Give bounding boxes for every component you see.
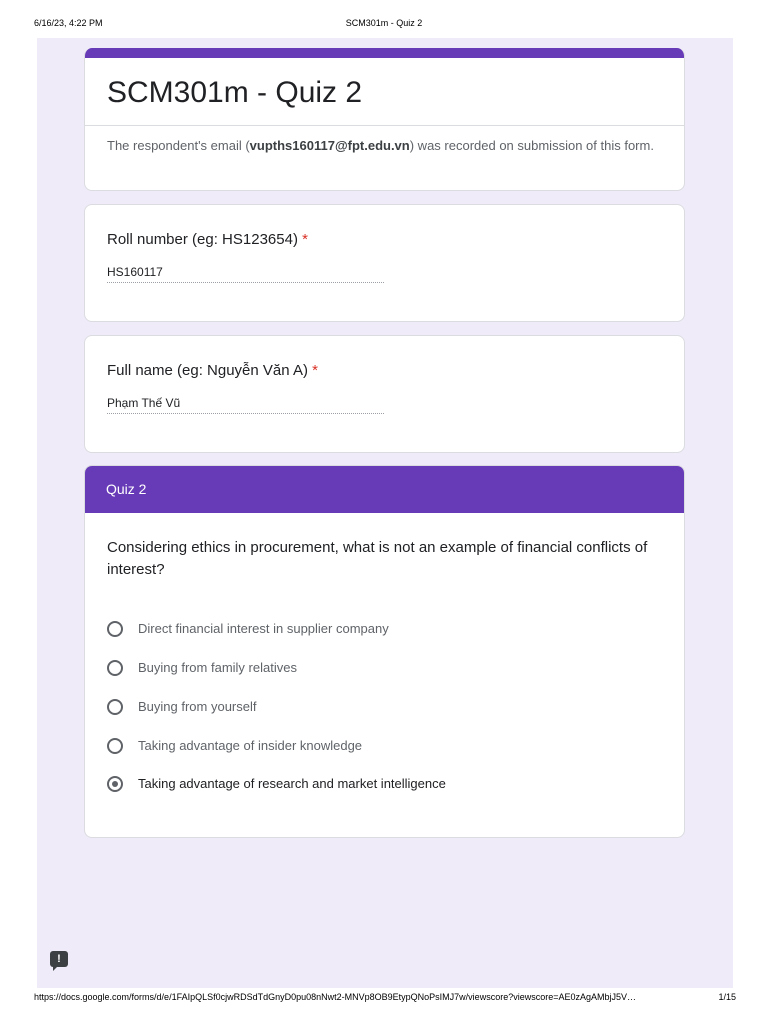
- required-mark: *: [302, 231, 308, 248]
- option-label: Direct financial interest in supplier company: [138, 621, 389, 636]
- quiz-section-card: [84, 465, 685, 838]
- question-card-full-name: [84, 335, 685, 453]
- full-name-answer: Phạm Thế Vũ: [107, 396, 384, 414]
- question-label: [107, 231, 308, 248]
- radio-unchecked-icon[interactable]: [107, 660, 123, 676]
- roll-number-answer: HS160117: [107, 265, 384, 283]
- print-url: https://docs.google.com/forms/d/e/1FAIpQLSf0cjwRDSdTdGnyD0pu08nNwt2-MNVp8OB9EtypQNoPsIMJ7w/viewscore?viewscore=AE0zAgAMbjJ5V…: [34, 992, 637, 1002]
- email-recorded-note: [107, 137, 657, 155]
- form-header-card: [84, 48, 685, 191]
- question-text: Full name (eg: Nguyễn Văn A): [107, 362, 308, 379]
- section-title: Quiz 2: [106, 481, 147, 497]
- print-page-title: SCM301m - Quiz 2: [345, 18, 423, 28]
- radio-unchecked-icon[interactable]: [107, 621, 123, 637]
- radio-checked-icon[interactable]: [107, 776, 123, 792]
- question-label: [107, 362, 318, 379]
- option-label: Taking advantage of insider knowledge: [138, 738, 363, 753]
- question-text: Roll number (eg: HS123654): [107, 231, 298, 248]
- form-title: SCM301m - Quiz 2: [107, 76, 363, 109]
- divider: [85, 125, 684, 126]
- email-note-suffix: ) was recorded on submission of this form.: [409, 138, 654, 153]
- radio-unchecked-icon[interactable]: [107, 699, 123, 715]
- option-label: Taking advantage of research and market intelligence: [138, 776, 446, 791]
- print-footer: [0, 992, 768, 1006]
- option-label: Buying from family relatives: [138, 660, 297, 675]
- email-note-prefix: The respondent's email (: [107, 138, 250, 153]
- option-label: Buying from yourself: [138, 699, 257, 714]
- quiz-question: Considering ethics in procurement, what is not an example of financial conflicts of interest?: [107, 539, 648, 578]
- question-card-roll-number: [84, 204, 685, 322]
- section-header: [85, 466, 684, 513]
- respondent-email: vupths160117@fpt.edu.vn: [249, 138, 410, 153]
- required-mark: *: [312, 362, 318, 379]
- accent-bar: [85, 48, 684, 58]
- report-feedback-icon[interactable]: !: [50, 951, 68, 967]
- radio-unchecked-icon[interactable]: [107, 738, 123, 754]
- print-header: [0, 18, 768, 32]
- page-number: 1/15: [718, 992, 736, 1002]
- print-datetime: 6/16/23, 4:22 PM: [34, 18, 103, 28]
